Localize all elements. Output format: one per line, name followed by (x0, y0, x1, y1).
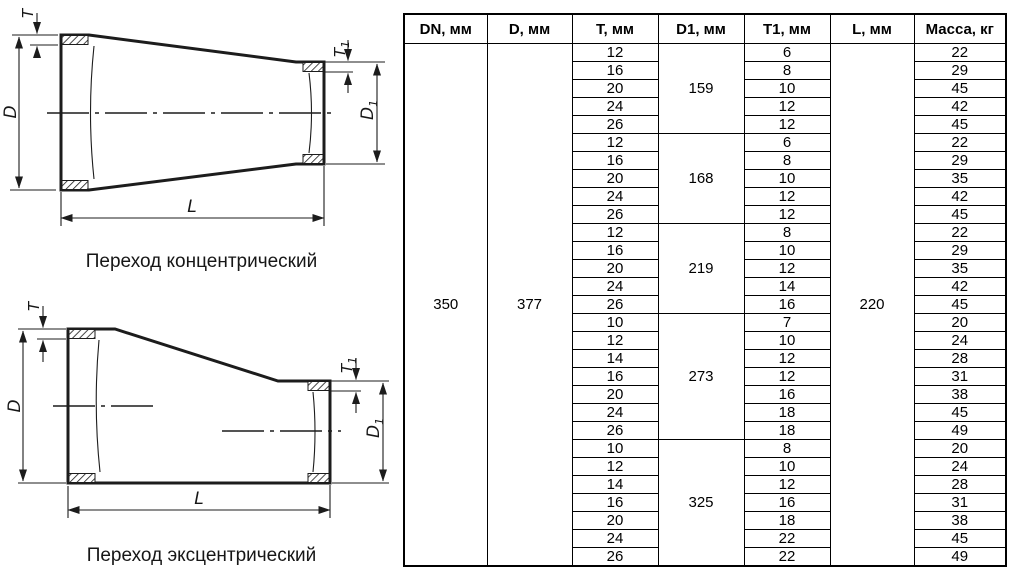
eccentric-reducer-drawing (5, 300, 389, 518)
t-value-cell: 12 (572, 332, 658, 350)
dimension-T (25, 300, 66, 362)
t1-value-cell: 8 (744, 440, 830, 458)
t1-value-cell: 12 (744, 476, 830, 494)
part-outline (68, 328, 330, 485)
t-value-cell: 24 (572, 188, 658, 206)
mass-value-cell: 24 (914, 458, 1006, 476)
spec-table-head (404, 14, 1006, 44)
mass-value-cell: 31 (914, 494, 1006, 512)
hatched-wall-sections (69, 330, 329, 483)
eccentric-caption: Переход эксцентрический (86, 545, 317, 566)
t1-value-cell: 16 (744, 296, 830, 314)
column-header: DN, мм (404, 14, 487, 44)
dimension-label-D: D (5, 399, 25, 413)
d1-value-cell: 159 (658, 44, 744, 134)
mass-value-cell: 38 (914, 386, 1006, 404)
t1-value-cell: 12 (744, 188, 830, 206)
t-value-cell: 16 (572, 62, 658, 80)
t-value-cell: 24 (572, 530, 658, 548)
t1-value-cell: 12 (744, 98, 830, 116)
d-value-cell: 377 (487, 44, 572, 567)
mass-value-cell: 42 (914, 278, 1006, 296)
concentric-reducer-drawing (1, 7, 385, 226)
t-value-cell: 16 (572, 494, 658, 512)
mass-value-cell: 35 (914, 260, 1006, 278)
t-value-cell: 20 (572, 170, 658, 188)
column-header: D, мм (487, 14, 572, 44)
t-value-cell: 20 (572, 512, 658, 530)
dimension-label-D: D (1, 105, 21, 119)
reducer-drawings-svg (0, 0, 403, 584)
t-value-cell: 10 (572, 314, 658, 332)
t-value-cell: 26 (572, 206, 658, 224)
t-value-cell: 20 (572, 80, 658, 98)
t1-value-cell: 16 (744, 494, 830, 512)
mass-value-cell: 45 (914, 80, 1006, 98)
t-value-cell: 16 (572, 152, 658, 170)
d1-value-cell: 168 (658, 134, 744, 224)
mass-value-cell: 29 (914, 242, 1006, 260)
dimension-T1 (331, 357, 361, 413)
drawings-panel (0, 0, 403, 584)
t-value-cell: 12 (572, 458, 658, 476)
mass-value-cell: 22 (914, 224, 1006, 242)
t1-value-cell: 12 (744, 368, 830, 386)
mass-value-cell: 29 (914, 152, 1006, 170)
mass-value-cell: 22 (914, 44, 1006, 62)
dimension-label-T1: $T_1$ (338, 356, 359, 373)
column-header: T, мм (572, 14, 658, 44)
dimension-label-D1: $D_1$ (364, 417, 386, 438)
t1-value-cell: 6 (744, 134, 830, 152)
t1-value-cell: 8 (744, 62, 830, 80)
t-value-cell: 20 (572, 260, 658, 278)
mass-value-cell: 24 (914, 332, 1006, 350)
t1-value-cell: 12 (744, 260, 830, 278)
spec-table (403, 13, 1007, 567)
t-value-cell: 16 (572, 242, 658, 260)
t1-value-cell: 14 (744, 278, 830, 296)
mass-value-cell: 49 (914, 548, 1006, 567)
t1-value-cell: 18 (744, 404, 830, 422)
t-value-cell: 14 (572, 476, 658, 494)
d1-value-cell: 219 (658, 224, 744, 314)
t1-value-cell: 10 (744, 332, 830, 350)
t1-value-cell: 10 (744, 170, 830, 188)
mass-value-cell: 31 (914, 368, 1006, 386)
dimension-D (5, 331, 25, 481)
t-value-cell: 20 (572, 386, 658, 404)
mass-value-cell: 45 (914, 206, 1006, 224)
d1-value-cell: 273 (658, 314, 744, 440)
t1-value-cell: 8 (744, 152, 830, 170)
column-header: L, мм (830, 14, 914, 44)
t1-value-cell: 22 (744, 530, 830, 548)
d1-value-cell: 325 (658, 440, 744, 567)
column-header: D1, мм (658, 14, 744, 44)
mass-value-cell: 45 (914, 530, 1006, 548)
concentric-caption: Переход концентрический (85, 251, 318, 272)
dimension-D1 (325, 62, 385, 164)
t1-value-cell: 6 (744, 44, 830, 62)
t1-value-cell: 12 (744, 116, 830, 134)
mass-value-cell: 35 (914, 170, 1006, 188)
dimension-L (68, 485, 330, 518)
dimension-T1 (325, 40, 353, 93)
t1-value-cell: 18 (744, 422, 830, 440)
dn-value-cell: 350 (404, 44, 487, 567)
t-value-cell: 16 (572, 368, 658, 386)
table-row (404, 44, 1006, 62)
spec-table-body (404, 44, 1006, 567)
mass-value-cell: 45 (914, 116, 1006, 134)
mass-value-cell: 20 (914, 440, 1006, 458)
t1-value-cell: 22 (744, 548, 830, 567)
dimension-label-T: T (19, 8, 37, 18)
t-value-cell: 12 (572, 44, 658, 62)
mass-value-cell: 45 (914, 296, 1006, 314)
t-value-cell: 14 (572, 350, 658, 368)
mass-value-cell: 42 (914, 98, 1006, 116)
t1-value-cell: 12 (744, 350, 830, 368)
t-value-cell: 26 (572, 116, 658, 134)
dimension-T (19, 7, 58, 58)
l-value-cell: 220 (830, 44, 914, 567)
t-value-cell: 26 (572, 422, 658, 440)
t-value-cell: 26 (572, 548, 658, 567)
mass-value-cell: 22 (914, 134, 1006, 152)
t1-value-cell: 10 (744, 242, 830, 260)
t1-value-cell: 7 (744, 314, 830, 332)
dimension-label-T: T (25, 301, 43, 311)
t1-value-cell: 16 (744, 386, 830, 404)
t-value-cell: 12 (572, 224, 658, 242)
t1-value-cell: 12 (744, 206, 830, 224)
dimension-L (61, 166, 324, 226)
dimension-label-T1: $T_1$ (331, 40, 352, 57)
mass-value-cell: 42 (914, 188, 1006, 206)
t-value-cell: 24 (572, 98, 658, 116)
mass-value-cell: 20 (914, 314, 1006, 332)
t-value-cell: 10 (572, 440, 658, 458)
t1-value-cell: 10 (744, 458, 830, 476)
mass-value-cell: 49 (914, 422, 1006, 440)
t1-value-cell: 8 (744, 224, 830, 242)
t1-value-cell: 18 (744, 512, 830, 530)
t-value-cell: 26 (572, 296, 658, 314)
t1-value-cell: 10 (744, 80, 830, 98)
dimension-label-D1: $D_1$ (358, 99, 380, 120)
t-value-cell: 24 (572, 278, 658, 296)
column-header: Масса, кг (914, 14, 1006, 44)
dimension-label-L: L (187, 197, 197, 217)
t-value-cell: 12 (572, 134, 658, 152)
mass-value-cell: 38 (914, 512, 1006, 530)
column-header: T1, мм (744, 14, 830, 44)
spec-table-header-row (404, 14, 1006, 44)
mass-value-cell: 29 (914, 62, 1006, 80)
dimension-label-L: L (194, 489, 204, 509)
t-value-cell: 24 (572, 404, 658, 422)
mass-value-cell: 28 (914, 476, 1006, 494)
mass-value-cell: 28 (914, 350, 1006, 368)
mass-value-cell: 45 (914, 404, 1006, 422)
